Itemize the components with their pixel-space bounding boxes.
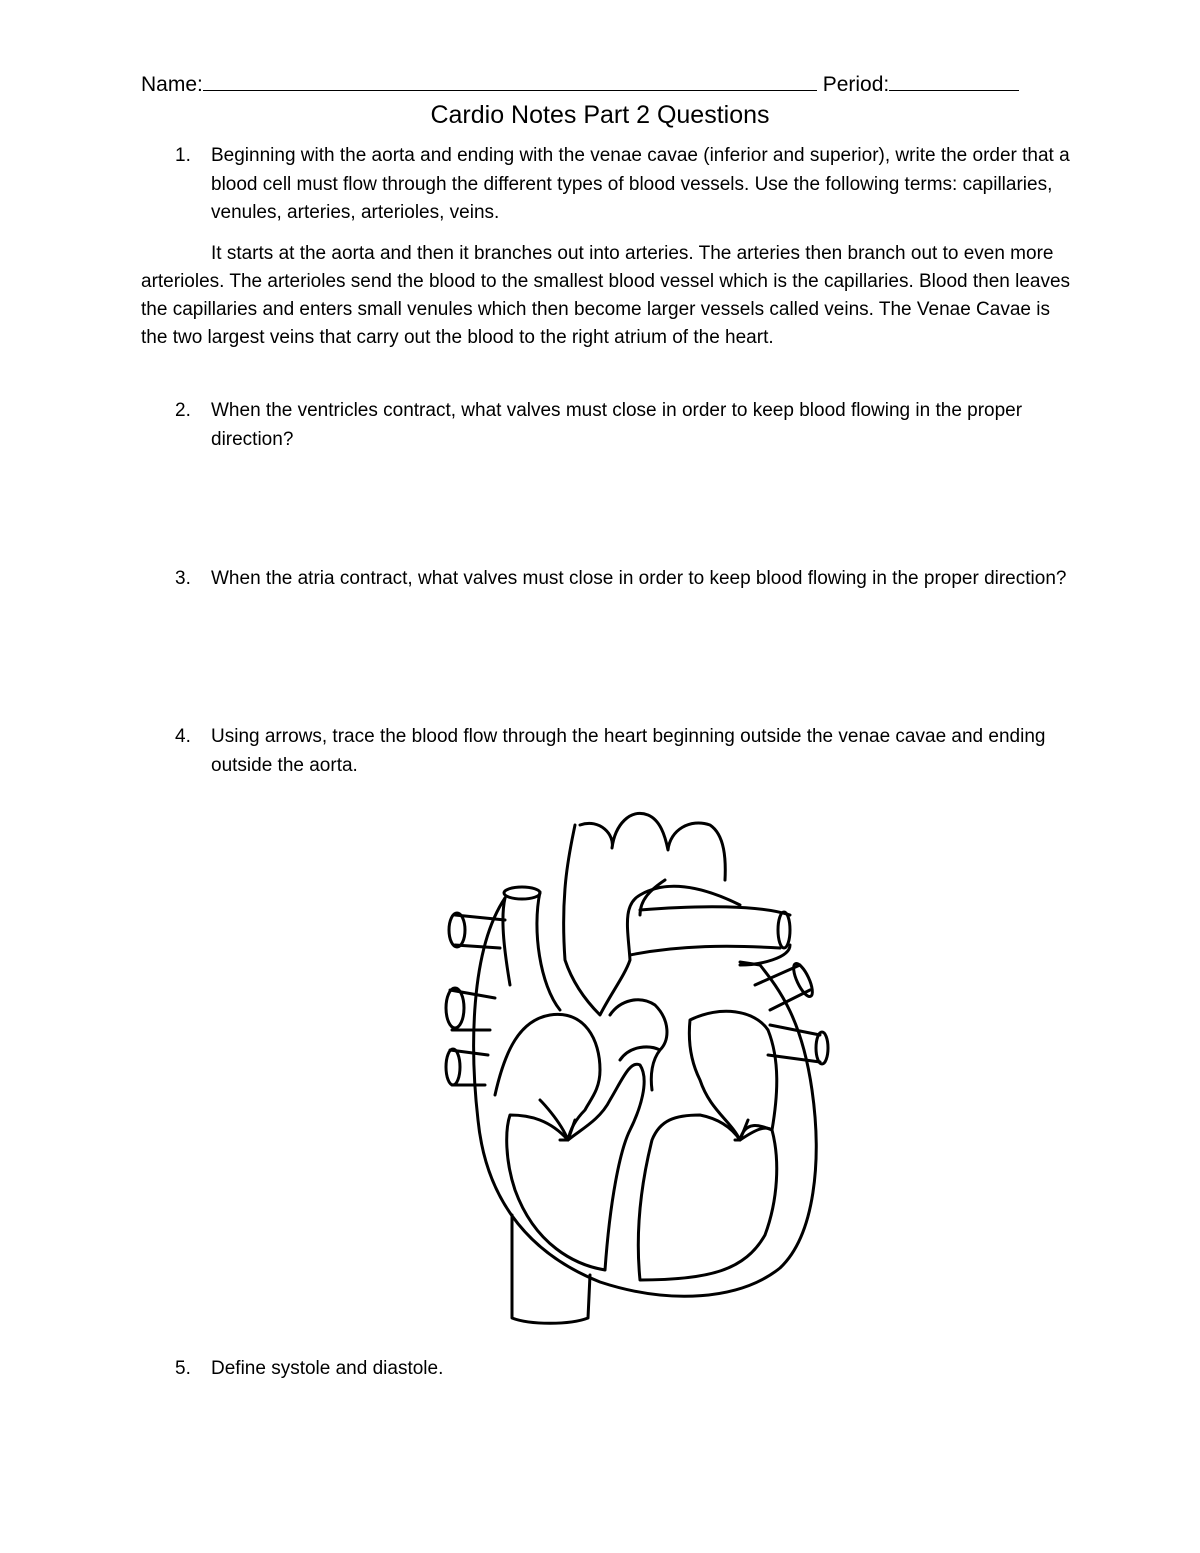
name-blank[interactable] bbox=[203, 74, 817, 91]
question-text: Using arrows, trace the blood flow through the heart beginning outside the venae cavae and ending outside the aorta. bbox=[211, 726, 1046, 776]
pulmonary-vein-opening bbox=[449, 913, 465, 947]
pulmonary-vein-opening bbox=[446, 988, 464, 1028]
pulmonary-vein-opening bbox=[446, 1049, 460, 1085]
question-number: 5. bbox=[175, 1358, 191, 1379]
pulmonary-vein-opening bbox=[790, 961, 816, 999]
answer-1: It starts at the aorta and then it branches out into arteries. The arteries then branch out to even more arterioles. The arterioles send the blood to the smallest blood vessel which is the capillaries. Blood then leaves the capillaries and enters small venules which then become larger vessels called veins. The Venae Cavae is the two largest veins that carry out the blood to the right atrium of the heart. bbox=[141, 243, 1071, 348]
period-blank[interactable] bbox=[889, 74, 1019, 91]
pulmonary-artery bbox=[630, 907, 790, 965]
septum bbox=[610, 1000, 667, 1090]
heart-diagram bbox=[430, 800, 850, 1340]
right-atrium bbox=[495, 1014, 600, 1140]
question-text: Define systole and diastole. bbox=[211, 1358, 444, 1379]
right-ventricle bbox=[507, 1064, 644, 1270]
page-title: Cardio Notes Part 2 Questions bbox=[430, 101, 770, 129]
name-label: Name: bbox=[141, 73, 203, 96]
period-label: Period: bbox=[822, 73, 890, 96]
left-ventricle bbox=[638, 1115, 776, 1280]
question-number: 3. bbox=[175, 568, 191, 589]
question-number: 2. bbox=[175, 400, 191, 421]
superior-vena-cava-opening bbox=[504, 887, 540, 899]
question-text: Beginning with the aorta and ending with the venae cavae (inferior and superior), write the order that a blood cell must flow through the different types of blood vessels. Use the following terms: capillaries, venules, arteries, arterioles, veins. bbox=[211, 145, 1070, 223]
pulmonary-artery-opening bbox=[778, 912, 790, 948]
pulmonary-vein-opening bbox=[816, 1032, 828, 1064]
header-line bbox=[141, 73, 1061, 97]
question-number: 1. bbox=[175, 145, 191, 166]
question-number: 4. bbox=[175, 726, 191, 747]
question-text: When the ventricles contract, what valves must close in order to keep blood flowing in the proper direction? bbox=[211, 400, 1023, 450]
superior-vena-cava bbox=[503, 892, 560, 1010]
left-atrium bbox=[689, 1011, 776, 1140]
question-text: When the atria contract, what valves must close in order to keep blood flowing in the proper direction? bbox=[211, 568, 1067, 589]
aorta bbox=[564, 813, 740, 1015]
